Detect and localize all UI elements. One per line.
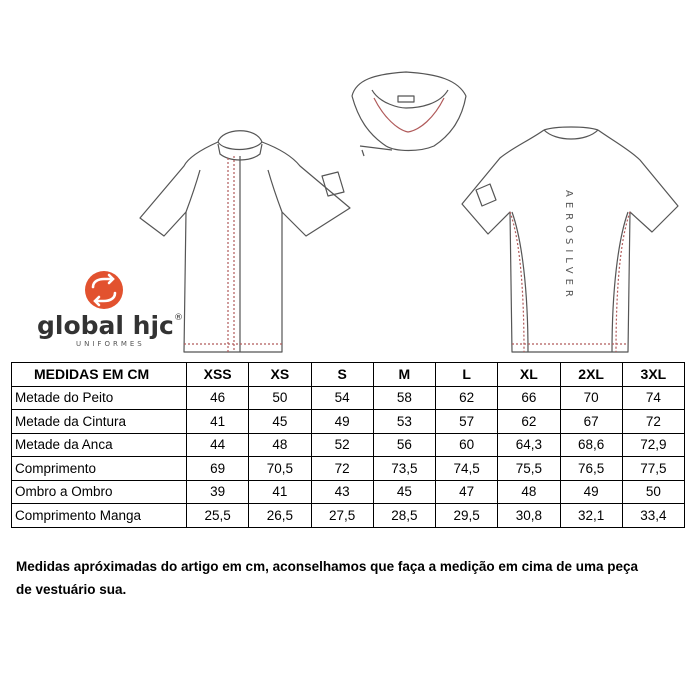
table-row: [12, 433, 685, 457]
table-cell: 57: [436, 410, 498, 434]
table-cell: 72,9: [622, 433, 684, 457]
table-cell: 53: [373, 410, 435, 434]
table-cell: 60: [436, 433, 498, 457]
table-cell: 48: [249, 433, 311, 457]
table-cell: 74,5: [436, 457, 498, 481]
size-table: [11, 362, 685, 528]
table-cell: 58: [373, 386, 435, 410]
table-cell: 50: [249, 386, 311, 410]
table-row: [12, 504, 685, 528]
table-cell: 52: [311, 433, 373, 457]
table-cell: 50: [622, 480, 684, 504]
table-cell: 41: [249, 480, 311, 504]
header-label: MEDIDAS EM CM: [12, 363, 187, 387]
table-cell: 56: [373, 433, 435, 457]
table-row: [12, 386, 685, 410]
table-cell: 43: [311, 480, 373, 504]
table-cell: 48: [498, 480, 560, 504]
table-cell: 39: [187, 480, 249, 504]
table-cell: 70,5: [249, 457, 311, 481]
table-cell: 45: [373, 480, 435, 504]
row-label: Comprimento Manga: [12, 504, 187, 528]
brand-registered: ®: [174, 313, 183, 323]
row-label: Metade da Cintura: [12, 410, 187, 434]
table-cell: 75,5: [498, 457, 560, 481]
brand-name: global hjc: [37, 311, 174, 340]
size-header: 2XL: [560, 363, 622, 387]
size-header: S: [311, 363, 373, 387]
table-cell: 69: [187, 457, 249, 481]
measurement-note: [16, 555, 676, 601]
table-cell: 64,3: [498, 433, 560, 457]
table-cell: 70: [560, 386, 622, 410]
table-cell: 72: [311, 457, 373, 481]
table-cell: 46: [187, 386, 249, 410]
table-cell: 44: [187, 433, 249, 457]
row-label: Metade da Anca: [12, 433, 187, 457]
row-label: Ombro a Ombro: [12, 480, 187, 504]
row-label: Metade do Peito: [12, 386, 187, 410]
table-cell: 66: [498, 386, 560, 410]
collar-detail-drawing: [352, 72, 466, 156]
table-cell: 49: [311, 410, 373, 434]
note-line-1: Medidas apróximadas do artigo em cm, aconselhamos que faça a medição em cima de uma peça: [16, 559, 638, 574]
table-cell: 74: [622, 386, 684, 410]
note-line-2: de vestuário sua.: [16, 582, 127, 597]
size-header: M: [373, 363, 435, 387]
table-cell: 68,6: [560, 433, 622, 457]
brand-tagline: UNIFORMES: [76, 340, 145, 348]
table-cell: 26,5: [249, 504, 311, 528]
size-header: 3XL: [622, 363, 684, 387]
table-cell: 62: [498, 410, 560, 434]
table-cell: 54: [311, 386, 373, 410]
table-cell: 62: [436, 386, 498, 410]
table-cell: 33,4: [622, 504, 684, 528]
size-header: XSS: [187, 363, 249, 387]
table-cell: 28,5: [373, 504, 435, 528]
table-cell: 47: [436, 480, 498, 504]
table-cell: 76,5: [560, 457, 622, 481]
table-cell: 32,1: [560, 504, 622, 528]
table-row: [12, 457, 685, 481]
brand-logo: [37, 271, 183, 348]
table-cell: 41: [187, 410, 249, 434]
table-cell: 29,5: [436, 504, 498, 528]
table-cell: 27,5: [311, 504, 373, 528]
size-table-header-row: [12, 363, 685, 387]
table-cell: 49: [560, 480, 622, 504]
row-label: Comprimento: [12, 457, 187, 481]
table-row: [12, 410, 685, 434]
back-print-text: AEROSILVER: [563, 190, 574, 302]
table-cell: 25,5: [187, 504, 249, 528]
size-header: XS: [249, 363, 311, 387]
table-cell: 72: [622, 410, 684, 434]
table-row: [12, 480, 685, 504]
table-cell: 67: [560, 410, 622, 434]
logo-circle-icon: [85, 271, 123, 309]
table-cell: 77,5: [622, 457, 684, 481]
size-header: XL: [498, 363, 560, 387]
size-header: L: [436, 363, 498, 387]
table-cell: 73,5: [373, 457, 435, 481]
table-cell: 45: [249, 410, 311, 434]
table-cell: 30,8: [498, 504, 560, 528]
